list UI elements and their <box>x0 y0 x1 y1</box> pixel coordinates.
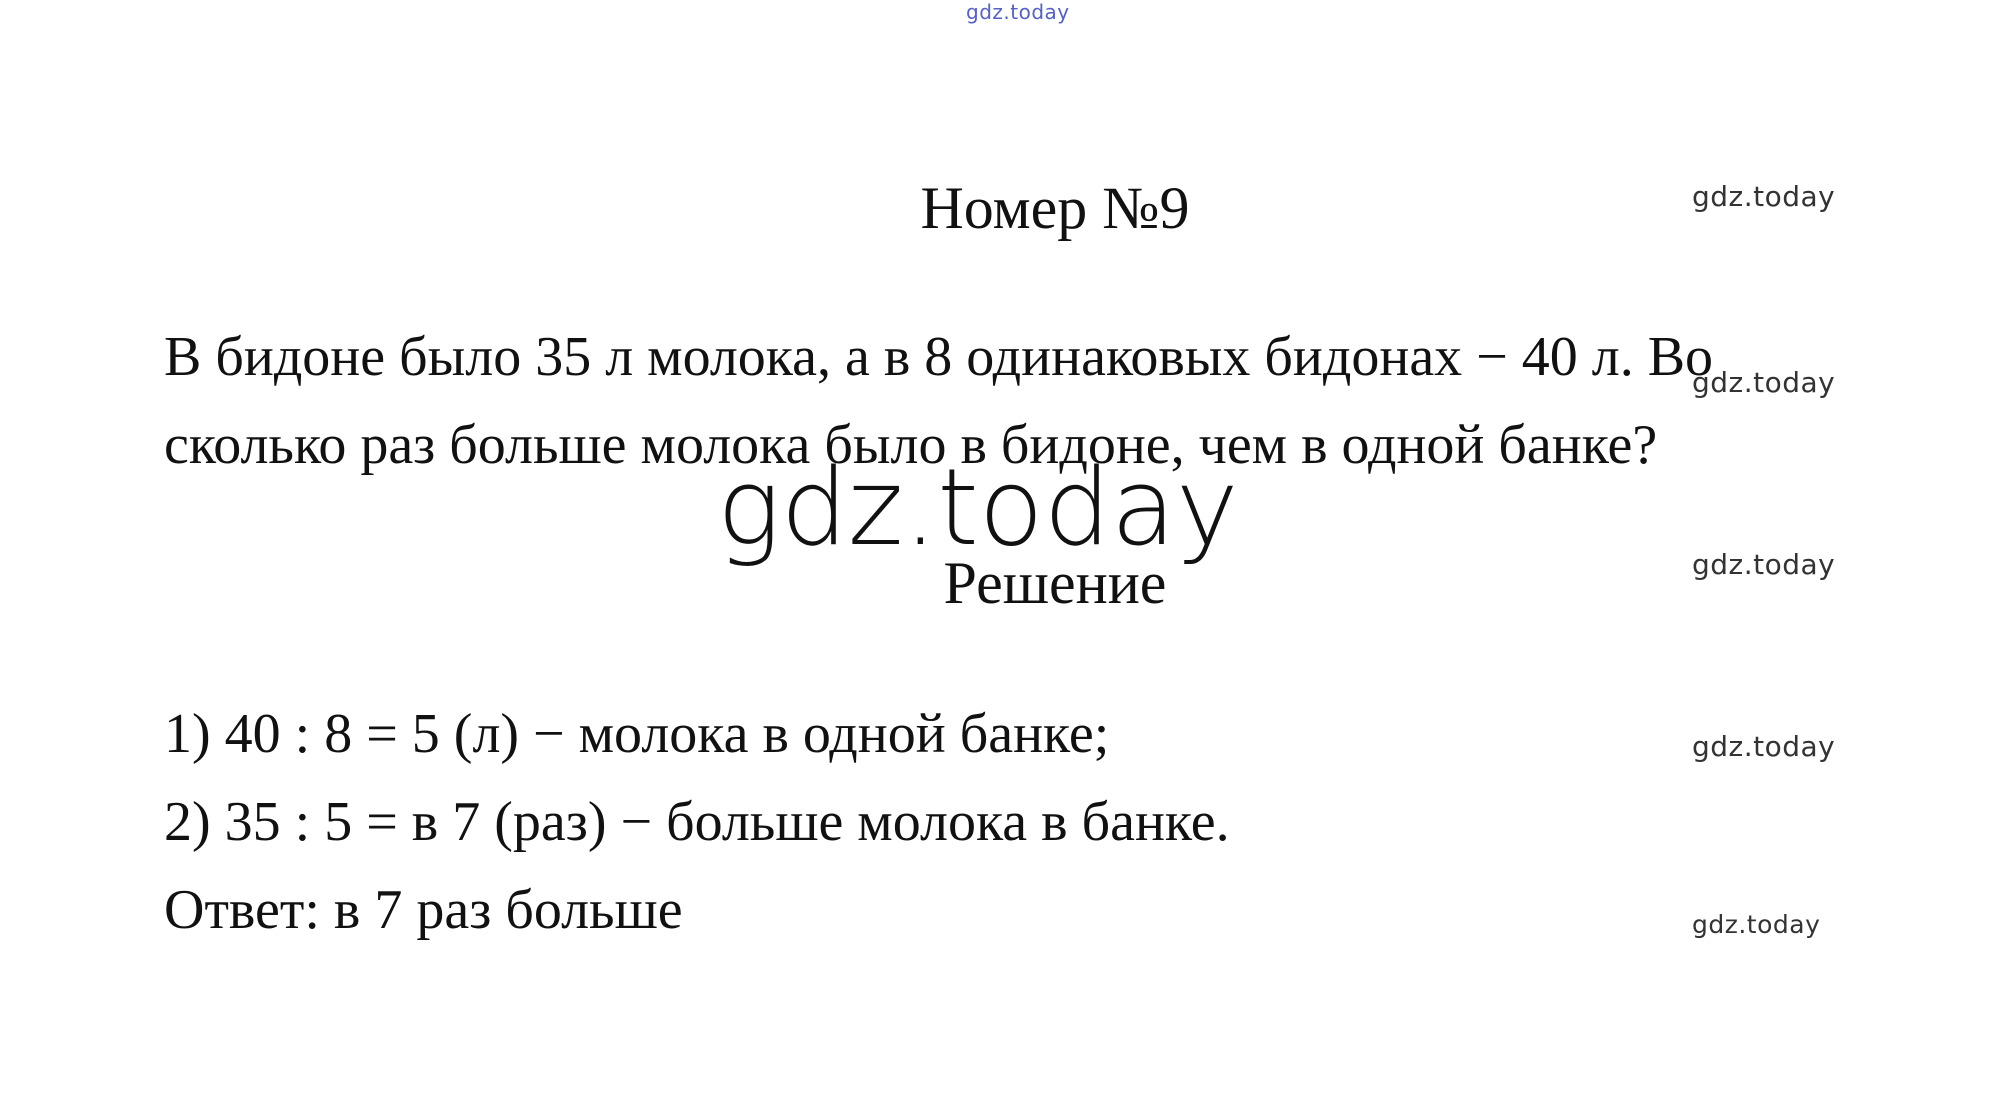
watermark-top: gdz.today <box>966 0 1070 24</box>
solution-heading: Решение <box>943 550 1167 616</box>
answer-line: Ответ: в 7 раз больше <box>164 879 683 941</box>
watermark-center: gdz.today <box>717 446 1239 569</box>
watermark-side: gdz.today <box>1692 730 1836 763</box>
watermark-side: gdz.today <box>1692 366 1836 399</box>
solution-steps <box>164 690 1230 954</box>
watermark-side: gdz.today <box>1692 548 1836 581</box>
page-title: Номер №9 <box>920 175 1190 241</box>
solution-step: 2) 35 : 5 = в 7 (раз) − больше молока в банке. <box>164 791 1230 853</box>
watermark-side: gdz.today <box>1692 180 1836 213</box>
watermark-side: gdz.today <box>1692 910 1821 939</box>
solution-step: 1) 40 : 8 = 5 (л) − молока в одной банке; <box>164 703 1110 765</box>
problem-line: В бидоне было 35 л молока, а в 8 одинаковых бидонах − 40 л. Во <box>164 326 1714 388</box>
problem-line: сколько раз больше молока было в бидоне, чем в одной банке? <box>164 414 1658 476</box>
